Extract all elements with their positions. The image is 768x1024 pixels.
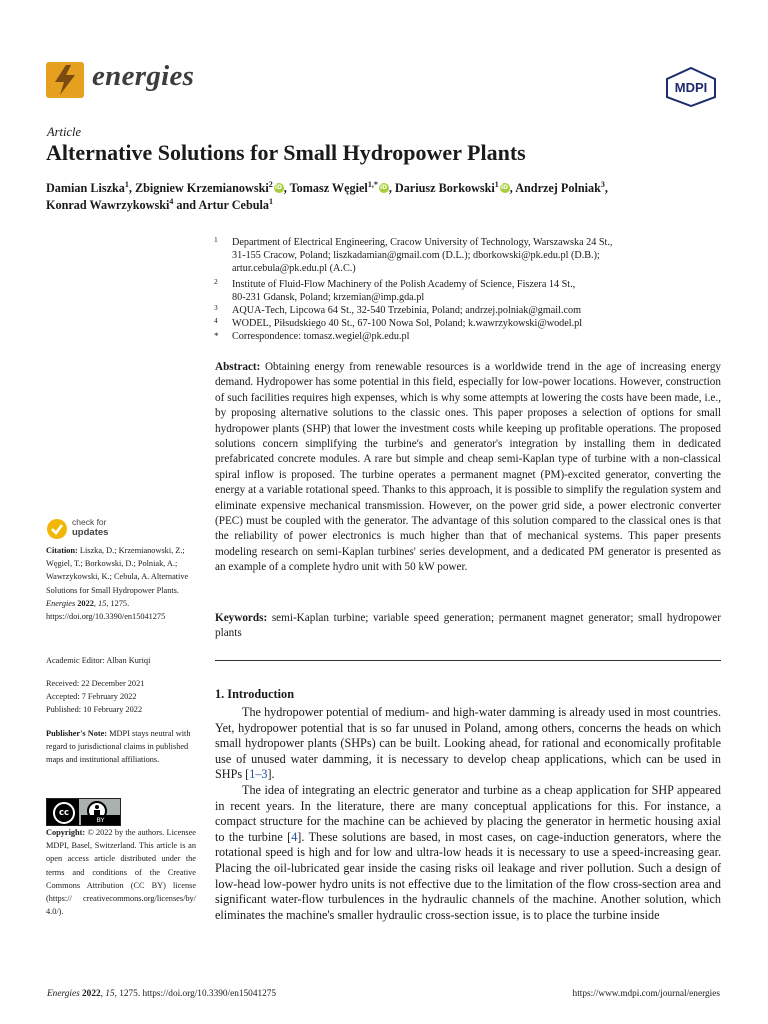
- copyright-text: © 2022 by the authors. Licensee MDPI, Basel, Switzerland. This article is an open access article distributed under the terms and conditions of the Creative Commons Attribution (CC BY) license (https:// creativecommons.org/licenses/by/ 4.0/).: [46, 828, 196, 917]
- paragraph-text: ]. These solutions are based, in most cases, on cage-induction generators, where the rotational speed is high and for low and ultra-low heads it is necessary to use a speed-increasing gear. Placing the oil-lubricated gear inside the casing risks oil leakage and river pollution. Such a design of low-head low-power hydro units is not effective due to the limitation of the flow cross-section area and significant water-flow turbulences in the hydraulic channels of the machine. Another solution, which eliminates the machine's smaller hydraulic cross-section issue, is to place the turbine inside: [215, 829, 721, 922]
- affiliation-3: [232, 304, 581, 317]
- paragraph-text: The hydropower potential of medium- and high-water damming is already used in most countries. Yet, hydropower potential that is so far unused in Poland, among others, concerns the heads on which small hydropower plants (SHPs) can be built. Looking ahead, for rational and economically profitable use of unused water damming, it is necessary to develop cheap applications, which can be used in SHPs [: [215, 705, 721, 782]
- citation-label: Citation:: [46, 546, 78, 555]
- section-divider: [215, 660, 721, 661]
- check-for-updates[interactable]: [46, 517, 166, 543]
- intro-paragraph-1: [215, 705, 721, 783]
- affiliation-number: 4: [214, 316, 218, 325]
- citation-doi[interactable]: 1275. https://doi.org/10.3390/en15041275: [46, 598, 166, 622]
- affiliation-1: [232, 236, 612, 275]
- author-affil: 1: [124, 180, 129, 189]
- citation-text: Liszka, D.; Krzemianowski, Z.; Węgiel, T.; Borkowski, D.; Polniak, A.; Wawrzykowski, K.; Cebula, A. Alternative Solutions for Small Hydropower Plants.: [46, 546, 189, 595]
- footer-journal: Energies: [47, 989, 80, 999]
- mdpi-logo-text: MDPI: [674, 80, 708, 95]
- citation-volume: 15: [98, 598, 107, 608]
- keywords: [215, 611, 721, 642]
- publishers-note-text: MDPI stays neutral with regard to jurisdictional claims in published maps and institutional affiliations.: [46, 729, 191, 765]
- keywords-text: semi-Kaplan turbine; variable speed generation; permanent magnet generator; small hydropower plants: [215, 612, 721, 640]
- affiliation-line: WODEL, Piłsudskiego 40 St., 67-100 Nowa Sol, Poland; k.wawrzykowski@wodel.pl: [232, 318, 583, 329]
- check-updates-line: updates: [72, 526, 109, 538]
- affiliation-line: Department of Electrical Engineering, Cracow University of Technology, Warszawska 24 St.,: [232, 237, 613, 248]
- abstract: [215, 360, 721, 576]
- author-sep: ,: [128, 181, 135, 196]
- correspondence-mark: *: [214, 331, 219, 341]
- author-line-2: [46, 197, 273, 213]
- paragraph-text: ].: [267, 767, 275, 782]
- affiliation-line: Correspondence: tomasz.wegiel@pk.edu.pl: [232, 331, 410, 342]
- publishers-note-label: Publisher's Note:: [46, 729, 108, 738]
- footer-journal-url[interactable]: https://www.mdpi.com/journal/energies: [572, 989, 720, 999]
- footer-doi[interactable]: , 1275. https://doi.org/10.3390/en15041275: [114, 989, 277, 999]
- received-date: Received: 22 December 2021: [46, 679, 145, 688]
- published-date: Published: 10 February 2022: [46, 705, 143, 715]
- footer-volume: 15: [105, 989, 115, 999]
- author-affil: 1: [268, 197, 273, 206]
- author-line-1: [46, 180, 608, 196]
- author: Andrzej Polniak: [515, 181, 601, 196]
- author: Dariusz Borkowski: [394, 181, 495, 196]
- affiliation-number: 2: [214, 277, 218, 286]
- author-affil: 4: [169, 197, 174, 206]
- affiliation-line: 31-155 Cracow, Poland; liszkadamian@gmail.com (D.L.); dborkowski@pk.edu.pl (D.B.);: [232, 250, 600, 261]
- affiliation-2: [232, 278, 575, 304]
- author: Artur Cebula: [198, 198, 269, 213]
- author: Zbigniew Krzemianowski: [135, 181, 269, 196]
- cc-icon: cc: [47, 799, 79, 825]
- citation: Citation: Liszka, D.; Krzemianowski, Z.; Węgiel, T.; Borkowski, D.; Polniak, A.; Wawrzykowski, K.; Cebula, A. Alternative Solutions for Small Hydropower Plants. Energies 2022, 15, 1275. https://doi.org/10.3390/en15041275: [46, 546, 189, 622]
- affiliation-line: artur.cebula@pk.edu.pl (A.C.): [232, 263, 356, 274]
- affiliation-line: 80-231 Gdansk, Poland; krzemian@imp.gda.pl: [232, 292, 425, 303]
- correspondence: [232, 330, 409, 343]
- check-updates-icon: [46, 517, 68, 541]
- footer-citation: Energies 2022, 15, 1275. https://doi.org/10.3390/en15041275: [47, 989, 277, 999]
- cc-badge-label: BY: [81, 815, 120, 825]
- abstract-label: Abstract:: [215, 361, 261, 373]
- cc-by-badge[interactable]: [46, 798, 121, 826]
- author-sep: and: [173, 198, 199, 213]
- affiliation-4: [232, 317, 582, 330]
- affiliation-line: Institute of Fluid-Flow Machinery of the Polish Academy of Science, Fiszera 14 St.,: [232, 279, 576, 290]
- author-sep: ,: [604, 181, 608, 196]
- citation-ref[interactable]: 1–3: [249, 767, 268, 782]
- dates: [46, 677, 196, 717]
- check-updates-label: [72, 518, 108, 537]
- keywords-label: Keywords:: [215, 612, 268, 624]
- intro-paragraph-2: [215, 783, 721, 923]
- author-affil: 3: [600, 180, 605, 189]
- author-affil: 2: [268, 180, 273, 189]
- author: Tomasz Węgiel: [289, 181, 368, 196]
- journal-name: energies: [92, 60, 195, 92]
- publishers-note: [46, 727, 196, 767]
- affiliation-number: 3: [214, 303, 218, 312]
- orcid-icon[interactable]: [500, 183, 510, 193]
- citation-year: 2022: [77, 598, 94, 608]
- article-type: Article: [47, 125, 82, 139]
- accepted-date: Accepted: 7 February 2022: [46, 692, 137, 702]
- copyright-label: Copyright:: [46, 828, 86, 837]
- author-sep: ,: [509, 181, 516, 196]
- check-updates-line: check for: [72, 517, 107, 527]
- mdpi-logo-icon: [665, 67, 717, 107]
- author-affil: 1,*: [367, 180, 378, 189]
- affiliation-number: 1: [214, 235, 218, 244]
- citation-ref[interactable]: 4: [291, 829, 298, 844]
- paper-title: Alternative Solutions for Small Hydropower Plants: [46, 140, 526, 165]
- affiliation-line: AQUA-Tech, Lipcowa 64 St., 32-540 Trzebinia, Poland; andrzej.polniak@gmail.com: [232, 305, 582, 316]
- energies-logo-icon: [46, 62, 84, 98]
- citation-journal: Energies: [46, 598, 76, 608]
- author-sep: ,: [283, 181, 290, 196]
- orcid-icon[interactable]: [379, 183, 389, 193]
- section-heading: 1. Introduction: [215, 687, 295, 701]
- abstract-text: Obtaining energy from renewable resources is a worldwide trend in the age of increasing energy demand. Hydropower has some potential in this field, especially for low-power locations. However, construction of such facilities requires high expenses, which is why some attempts at lowering the costs have been made, i.e., by proposing alternative solutions to the classic ones. This paper proposes a selection of options for small hydropower plants (SHP) that lower the investment costs while keeping up profitable operations. The proposed solutions concern simplifying the turbine's and generator's integration by installing them in dedicated prefabricated concrete modules. A rare but simple and cheap semi-Kaplan type of turbine with a non-classical spiral inflow is proposed. The turbine operates a permanent magnet (PM)-excited generator, converting the energy at a variable rotational speed. Thanks to this approach, it is possible to simplify the regulation system and eliminate expensive mechanical transmission. However, on the power grid side, a power electronic converter (PEC) must be coupled with the generator. The advantage of this solution compared to the classical ones is that the reliability of power electronics is much higher than that of mechanical systems. This paper presents modeling research on semi-Kaplan turbines' series development, and a dedicated PM generator is presented as an example of a complete hydro unit with 50 kW power.: [215, 361, 721, 574]
- author: Damian Liszka: [46, 181, 125, 196]
- footer-year: 2022: [82, 989, 101, 999]
- author: Konrad Wawrzykowski: [46, 198, 170, 213]
- author-sep: ,: [388, 181, 395, 196]
- academic-editor: Academic Editor: Alban Kuriqi: [46, 656, 151, 665]
- orcid-icon[interactable]: [274, 183, 284, 193]
- author-affil: 1: [494, 180, 499, 189]
- copyright: [46, 826, 196, 918]
- paragraph-text: The idea of integrating an electric generator and turbine as a cheap application for SHP appeared in recent years. In the literature, there are many conceptual applications for this. For instance, a compact structure for the machine can be achieved by placing the generator in hermetic housing axial to the turbine [: [215, 783, 721, 844]
